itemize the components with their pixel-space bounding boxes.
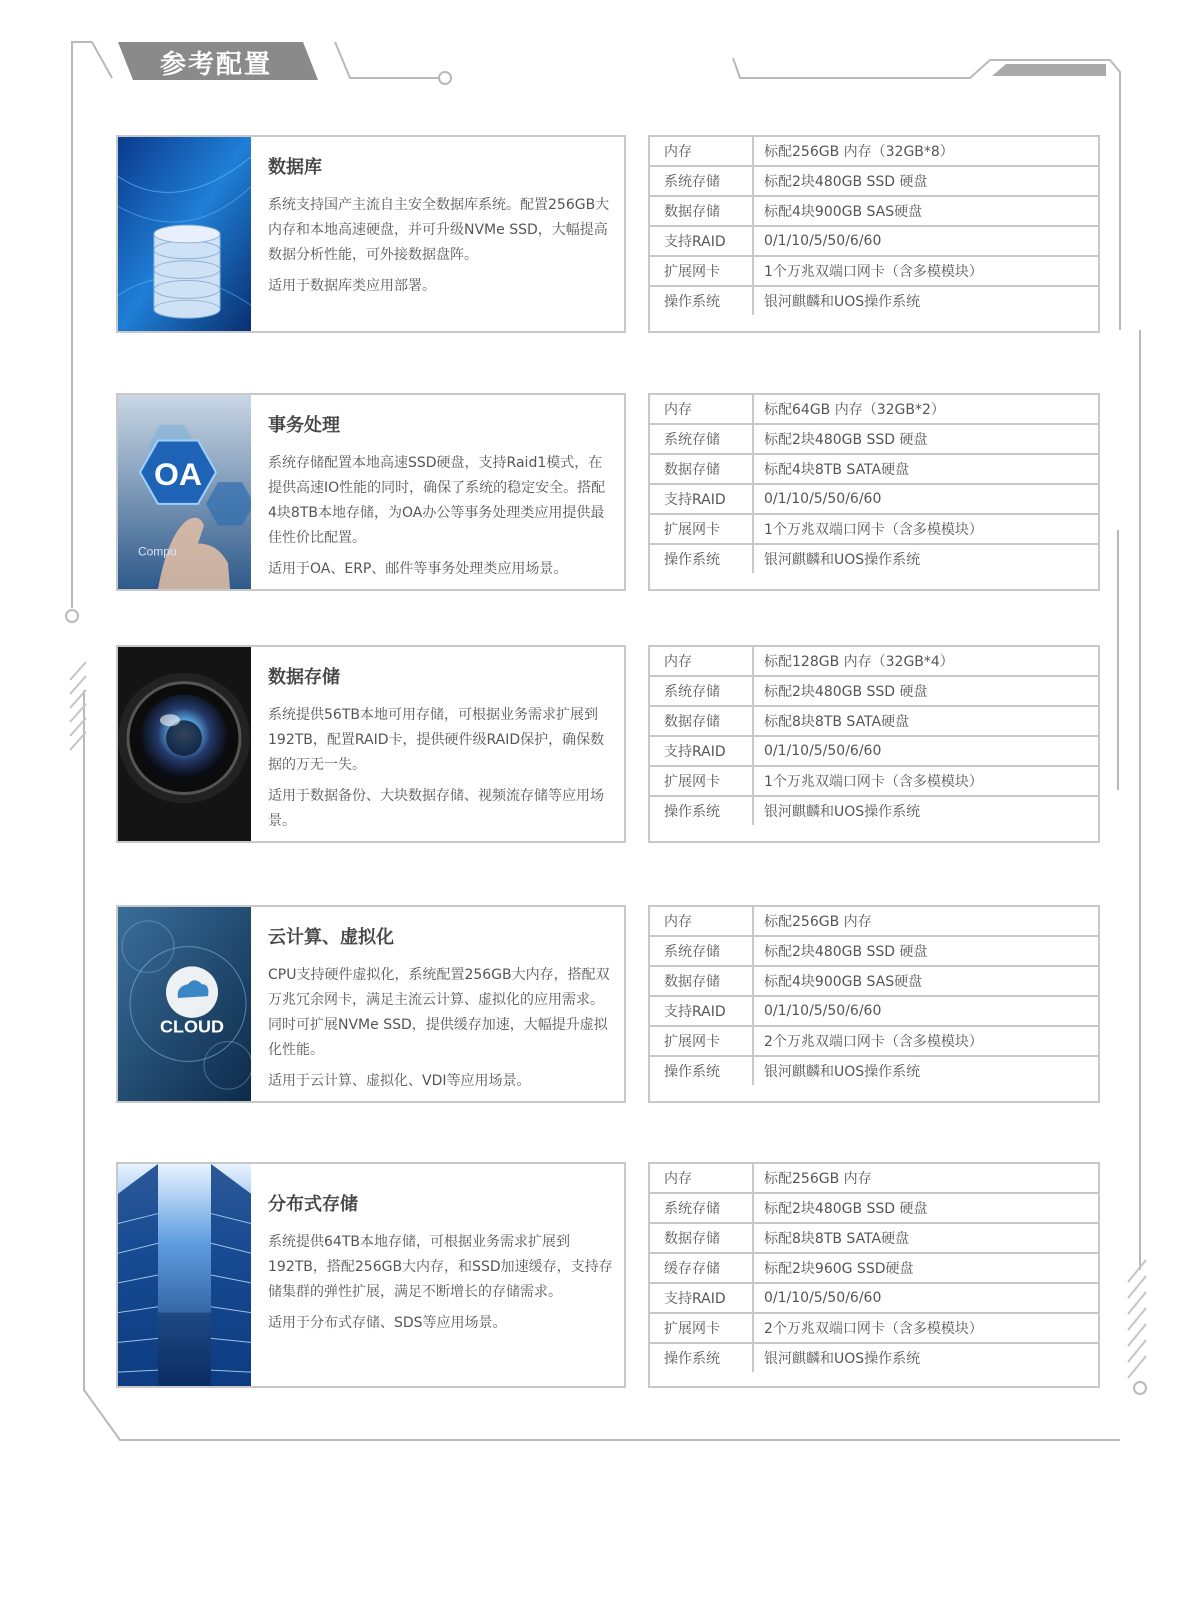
- spec-value: 银河麒麟和UOS操作系统: [753, 544, 1098, 573]
- spec-row: [650, 166, 1098, 196]
- card-description: 系统提供64TB本地存储，可根据业务需求扩展到192TB，搭配256GB大内存，和SSD加速缓存，支持存储集群的弹性扩展，满足不断增长的存储需求。: [268, 1234, 613, 1300]
- spec-value: 0/1/10/5/50/6/60: [753, 226, 1098, 256]
- spec-row: [650, 907, 1098, 936]
- card-title: 事务处理: [268, 415, 340, 436]
- spec-key: 扩展网卡: [650, 514, 753, 544]
- spec-value: 2个万兆双端口网卡（含多模模块）: [753, 1313, 1098, 1343]
- spec-value: 标配2块480GB SSD 硬盘: [753, 166, 1098, 196]
- spec-value: 标配2块480GB SSD 硬盘: [753, 676, 1098, 706]
- card-usage: 适用于数据库类应用部署。: [268, 278, 436, 294]
- spec-key: 支持RAID: [650, 1283, 753, 1313]
- spec-table-distributed-storage: [648, 1162, 1100, 1388]
- spec-row: [650, 796, 1098, 825]
- card-database: [116, 135, 626, 333]
- spec-key: 支持RAID: [650, 226, 753, 256]
- spec-table-cloud: [648, 905, 1100, 1103]
- spec-row: [650, 766, 1098, 796]
- spec-key: 内存: [650, 647, 753, 676]
- spec-row: [650, 1164, 1098, 1193]
- spec-row: [650, 936, 1098, 966]
- spec-row: [650, 996, 1098, 1026]
- spec-row: [650, 424, 1098, 454]
- spec-row: [650, 647, 1098, 676]
- card-description: 系统存储配置本地高速SSD硬盘，支持Raid1模式，在提供高速IO性能的同时，确保了系统的稳定安全。搭配4块8TB本地存储，为OA办公等事务处理类应用提供最佳性价比配置。: [268, 455, 606, 546]
- spec-row: [650, 736, 1098, 766]
- spec-row: [650, 1253, 1098, 1283]
- spec-value: 银河麒麟和UOS操作系统: [753, 1343, 1098, 1372]
- spec-key: 支持RAID: [650, 996, 753, 1026]
- card-description: 系统提供56TB本地可用存储，可根据业务需求扩展到192TB，配置RAID卡，提供硬件级RAID保护，确保数据的万无一失。: [268, 707, 605, 773]
- spec-table-transaction: [648, 393, 1100, 591]
- spec-key: 操作系统: [650, 1343, 753, 1372]
- card-data-storage: [116, 645, 626, 843]
- spec-key: 扩展网卡: [650, 1313, 753, 1343]
- spec-value: 标配2块480GB SSD 硬盘: [753, 424, 1098, 454]
- spec-key: 支持RAID: [650, 484, 753, 514]
- oa-label: OA: [154, 456, 202, 493]
- spec-value: 0/1/10/5/50/6/60: [753, 1283, 1098, 1313]
- spec-key: 数据存储: [650, 966, 753, 996]
- spec-key: 操作系统: [650, 286, 753, 315]
- spec-value: 标配2块480GB SSD 硬盘: [753, 1193, 1098, 1223]
- spec-row: [650, 966, 1098, 996]
- card-usage: 适用于数据备份、大块数据存储、视频流存储等应用场景。: [268, 788, 604, 829]
- spec-key: 系统存储: [650, 676, 753, 706]
- spec-row: [650, 484, 1098, 514]
- lens-image: [118, 647, 251, 841]
- spec-key: 支持RAID: [650, 736, 753, 766]
- spec-table-data-storage: [648, 645, 1100, 843]
- cloud-image: [118, 907, 251, 1101]
- spec-row: [650, 544, 1098, 573]
- spec-value: 标配256GB 内存: [753, 907, 1098, 936]
- spec-value: 银河麒麟和UOS操作系统: [753, 1056, 1098, 1085]
- spec-value: 标配128GB 内存（32GB*4）: [753, 647, 1098, 676]
- spec-row: [650, 514, 1098, 544]
- database-image: [118, 137, 251, 331]
- spec-value: 银河麒麟和UOS操作系统: [753, 286, 1098, 315]
- spec-key: 数据存储: [650, 1223, 753, 1253]
- spec-row: [650, 454, 1098, 484]
- spec-key: 系统存储: [650, 936, 753, 966]
- spec-row: [650, 1313, 1098, 1343]
- spec-key: 内存: [650, 137, 753, 166]
- spec-row: [650, 137, 1098, 166]
- spec-key: 内存: [650, 395, 753, 424]
- spec-value: 1个万兆双端口网卡（含多模模块）: [753, 766, 1098, 796]
- card-title: 数据库: [268, 157, 322, 178]
- spec-key: 系统存储: [650, 1193, 753, 1223]
- spec-key: 数据存储: [650, 196, 753, 226]
- spec-row: [650, 706, 1098, 736]
- spec-value: 标配64GB 内存（32GB*2）: [753, 395, 1098, 424]
- spec-value: 1个万兆双端口网卡（含多模模块）: [753, 256, 1098, 286]
- spec-value: 0/1/10/5/50/6/60: [753, 996, 1098, 1026]
- spec-value: 标配2块480GB SSD 硬盘: [753, 936, 1098, 966]
- spec-row: [650, 226, 1098, 256]
- spec-row: [650, 1343, 1098, 1372]
- spec-row: [650, 1026, 1098, 1056]
- spec-key: 内存: [650, 907, 753, 936]
- card-transaction: [116, 393, 626, 591]
- spec-value: 2个万兆双端口网卡（含多模模块）: [753, 1026, 1098, 1056]
- spec-value: 标配4块8TB SATA硬盘: [753, 454, 1098, 484]
- card-distributed-storage: [116, 1162, 626, 1388]
- spec-key: 数据存储: [650, 706, 753, 736]
- spec-value: 标配8块8TB SATA硬盘: [753, 1223, 1098, 1253]
- spec-key: 内存: [650, 1164, 753, 1193]
- card-title: 分布式存储: [268, 1194, 358, 1215]
- oa-image: [118, 395, 251, 589]
- spec-row: [650, 256, 1098, 286]
- spec-value: 标配4块900GB SAS硬盘: [753, 966, 1098, 996]
- spec-key: 系统存储: [650, 166, 753, 196]
- card-cloud: [116, 905, 626, 1103]
- card-title: 数据存储: [268, 667, 340, 688]
- spec-row: [650, 1193, 1098, 1223]
- card-title: 云计算、虚拟化: [268, 927, 394, 948]
- cloud-label: CLOUD: [160, 1016, 224, 1037]
- spec-row: [650, 196, 1098, 226]
- spec-row: [650, 286, 1098, 315]
- spec-key: 扩展网卡: [650, 256, 753, 286]
- spec-key: 操作系统: [650, 1056, 753, 1085]
- card-usage: 适用于OA、ERP、邮件等事务处理类应用场景。: [268, 561, 568, 577]
- spec-key: 扩展网卡: [650, 766, 753, 796]
- card-description: CPU支持硬件虚拟化，系统配置256GB大内存，搭配双万兆冗余网卡，满足主流云计算、虚拟化的应用需求。同时可扩展NVMe SSD，提供缓存加速，大幅提升虚拟化性能。: [268, 967, 610, 1058]
- page-title: 参考配置: [160, 50, 273, 80]
- spec-value: 银河麒麟和UOS操作系统: [753, 796, 1098, 825]
- oa-sublabel: Compu: [138, 544, 177, 559]
- spec-key: 数据存储: [650, 454, 753, 484]
- spec-row: [650, 676, 1098, 706]
- spec-value: 标配4块900GB SAS硬盘: [753, 196, 1098, 226]
- card-usage: 适用于云计算、虚拟化、VDI等应用场景。: [268, 1073, 531, 1089]
- spec-key: 缓存存储: [650, 1253, 753, 1283]
- spec-key: 操作系统: [650, 544, 753, 573]
- card-description: 系统支持国产主流自主安全数据库系统。配置256GB大内存和本地高速硬盘，并可升级NVMe SSD，大幅提高数据分析性能，可外接数据盘阵。: [268, 197, 610, 263]
- spec-value: 标配2块960G SSD硬盘: [753, 1253, 1098, 1283]
- spec-value: 标配256GB 内存: [753, 1164, 1098, 1193]
- spec-value: 0/1/10/5/50/6/60: [753, 736, 1098, 766]
- spec-value: 0/1/10/5/50/6/60: [753, 484, 1098, 514]
- spec-row: [650, 1223, 1098, 1253]
- spec-row: [650, 1283, 1098, 1313]
- spec-key: 操作系统: [650, 796, 753, 825]
- spec-value: 1个万兆双端口网卡（含多模模块）: [753, 514, 1098, 544]
- spec-value: 标配256GB 内存（32GB*8）: [753, 137, 1098, 166]
- spec-row: [650, 395, 1098, 424]
- spec-row: [650, 1056, 1098, 1085]
- card-usage: 适用于分布式存储、SDS等应用场景。: [268, 1315, 507, 1331]
- spec-key: 扩展网卡: [650, 1026, 753, 1056]
- spec-table-database: [648, 135, 1100, 333]
- spec-value: 标配8块8TB SATA硬盘: [753, 706, 1098, 736]
- server-rack-image: [118, 1164, 251, 1386]
- spec-key: 系统存储: [650, 424, 753, 454]
